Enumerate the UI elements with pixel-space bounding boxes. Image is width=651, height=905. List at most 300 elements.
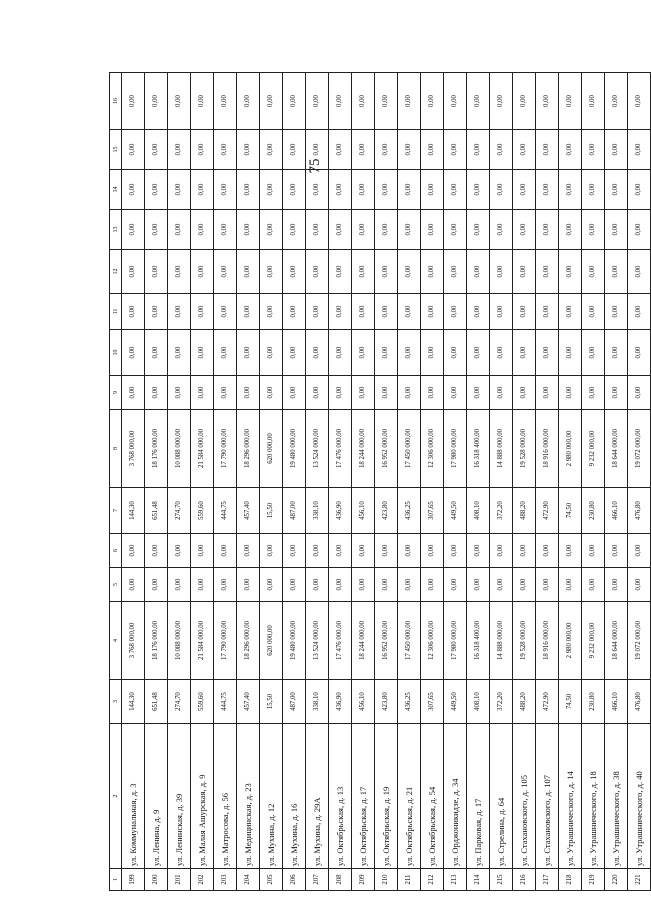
address-cell: ул. Мухина, д. 12: [260, 724, 283, 869]
value-cell: 0,00: [490, 330, 513, 376]
value-cell: 0,00: [329, 330, 352, 376]
value-cell: 19 072 000,00: [628, 602, 651, 680]
value-cell: 436,25: [398, 488, 421, 534]
value-cell: 18 916 000,00: [536, 410, 559, 488]
value-cell: 0,00: [421, 330, 444, 376]
value-cell: 449,50: [444, 488, 467, 534]
row-number-cell: 203: [214, 869, 237, 891]
column-header: 12: [110, 250, 122, 294]
value-cell: 0,00: [582, 73, 605, 130]
value-cell: 0,00: [398, 170, 421, 210]
value-cell: 0,00: [628, 330, 651, 376]
value-cell: 0,00: [283, 294, 306, 330]
value-cell: 0,00: [467, 568, 490, 602]
address-cell: ул. Малая Ашурская, д. 9: [191, 724, 214, 869]
value-cell: 0,00: [283, 130, 306, 170]
column-header: 8: [110, 410, 122, 488]
value-cell: 307,65: [421, 680, 444, 724]
value-cell: 0,00: [444, 170, 467, 210]
value-cell: 0,00: [329, 73, 352, 130]
value-cell: 487,00: [283, 488, 306, 534]
value-cell: 0,00: [398, 534, 421, 568]
column-header: 6: [110, 534, 122, 568]
value-cell: 0,00: [260, 130, 283, 170]
value-cell: 0,00: [191, 250, 214, 294]
value-cell: 0,00: [237, 376, 260, 410]
value-cell: 0,00: [352, 210, 375, 250]
value-cell: 0,00: [513, 73, 536, 130]
value-cell: 274,70: [168, 680, 191, 724]
value-cell: 0,00: [214, 73, 237, 130]
value-cell: 0,00: [191, 130, 214, 170]
value-cell: 0,00: [490, 250, 513, 294]
row-number-cell: 212: [421, 869, 444, 891]
address-cell: ул. Стахановского, д. 105: [513, 724, 536, 869]
value-cell: 0,00: [237, 250, 260, 294]
value-cell: 0,00: [168, 130, 191, 170]
address-cell: ул. Ленинская, д. 39: [168, 724, 191, 869]
value-cell: 0,00: [605, 568, 628, 602]
address-cell: ул. Октябрьская, д. 54: [421, 724, 444, 869]
value-cell: 0,00: [628, 376, 651, 410]
value-cell: 18 176 000,00: [145, 602, 168, 680]
row-number-cell: 213: [444, 869, 467, 891]
value-cell: 487,00: [283, 680, 306, 724]
table-row: [605, 73, 628, 891]
column-header: 4: [110, 602, 122, 680]
value-cell: 457,40: [237, 680, 260, 724]
value-cell: 0,00: [306, 73, 329, 130]
value-cell: 436,90: [329, 488, 352, 534]
address-cell: ул. Утрашнического, д. 38: [605, 724, 628, 869]
value-cell: 651,48: [145, 680, 168, 724]
value-cell: 0,00: [306, 568, 329, 602]
value-cell: 0,00: [122, 210, 145, 250]
address-cell: ул. Октябрьская, д. 17: [352, 724, 375, 869]
value-cell: 0,00: [260, 210, 283, 250]
table-row: [582, 73, 605, 891]
value-cell: 14 888 000,00: [490, 602, 513, 680]
value-cell: 456,10: [352, 488, 375, 534]
value-cell: 0,00: [306, 534, 329, 568]
column-header: 2: [110, 724, 122, 869]
value-cell: 2 980 000,00: [559, 410, 582, 488]
value-cell: 0,00: [237, 170, 260, 210]
value-cell: 0,00: [237, 130, 260, 170]
value-cell: 0,00: [536, 170, 559, 210]
value-cell: 0,00: [352, 130, 375, 170]
value-cell: 21 584 000,00: [191, 602, 214, 680]
value-cell: 0,00: [214, 250, 237, 294]
address-cell: ул. Ленина, д. 9: [145, 724, 168, 869]
value-cell: 0,00: [375, 568, 398, 602]
table-row: [283, 73, 306, 891]
value-cell: 144,30: [122, 680, 145, 724]
value-cell: 16 318 400,00: [467, 602, 490, 680]
value-cell: 0,00: [145, 73, 168, 130]
value-cell: 0,00: [490, 376, 513, 410]
value-cell: 0,00: [122, 568, 145, 602]
value-cell: 0,00: [352, 170, 375, 210]
value-cell: 3 768 000,00: [122, 410, 145, 488]
value-cell: 0,00: [191, 568, 214, 602]
value-cell: 0,00: [536, 73, 559, 130]
value-cell: 18 916 000,00: [536, 602, 559, 680]
value-cell: 0,00: [191, 210, 214, 250]
value-cell: 0,00: [559, 376, 582, 410]
value-cell: 0,00: [168, 376, 191, 410]
value-cell: 0,00: [513, 250, 536, 294]
value-cell: 10 088 000,00: [168, 410, 191, 488]
value-cell: 18 296 000,00: [237, 410, 260, 488]
value-cell: 466,10: [605, 680, 628, 724]
table-row: [122, 73, 145, 891]
value-cell: 0,00: [237, 294, 260, 330]
value-cell: 0,00: [168, 294, 191, 330]
value-cell: 0,00: [628, 294, 651, 330]
value-cell: 0,00: [398, 130, 421, 170]
value-cell: 456,10: [352, 680, 375, 724]
value-cell: 0,00: [582, 568, 605, 602]
value-cell: 0,00: [490, 130, 513, 170]
value-cell: 0,00: [398, 568, 421, 602]
address-cell: ул. Октябрьская, д. 13: [329, 724, 352, 869]
data-table: [109, 72, 651, 891]
value-cell: 0,00: [605, 534, 628, 568]
value-cell: 19 480 000,00: [283, 410, 306, 488]
value-cell: 0,00: [306, 294, 329, 330]
column-header: 15: [110, 130, 122, 170]
value-cell: 0,00: [513, 376, 536, 410]
value-cell: 0,00: [490, 210, 513, 250]
value-cell: 0,00: [122, 130, 145, 170]
column-header: 1: [110, 869, 122, 891]
value-cell: 0,00: [306, 170, 329, 210]
value-cell: 0,00: [628, 73, 651, 130]
value-cell: 457,40: [237, 488, 260, 534]
value-cell: 9 232 000,00: [582, 602, 605, 680]
value-cell: 16 952 000,00: [375, 410, 398, 488]
value-cell: 0,00: [582, 210, 605, 250]
address-cell: ул. Октябрьская, д. 19: [375, 724, 398, 869]
value-cell: 0,00: [237, 330, 260, 376]
value-cell: 620 000,00: [260, 410, 283, 488]
value-cell: 0,00: [605, 73, 628, 130]
value-cell: 620 000,00: [260, 602, 283, 680]
value-cell: 0,00: [490, 294, 513, 330]
value-cell: 0,00: [628, 250, 651, 294]
value-cell: 0,00: [191, 534, 214, 568]
value-cell: 338,10: [306, 488, 329, 534]
value-cell: 18 176 000,00: [145, 410, 168, 488]
value-cell: 0,00: [628, 210, 651, 250]
value-cell: 17 980 000,00: [444, 410, 467, 488]
value-cell: 372,20: [490, 680, 513, 724]
table-row: [329, 73, 352, 891]
table-row: [513, 73, 536, 891]
value-cell: 476,80: [628, 488, 651, 534]
value-cell: 559,60: [191, 680, 214, 724]
value-cell: 144,30: [122, 488, 145, 534]
value-cell: 0,00: [444, 210, 467, 250]
value-cell: 0,00: [559, 568, 582, 602]
value-cell: 0,00: [513, 210, 536, 250]
value-cell: 0,00: [559, 534, 582, 568]
page-number: 75: [307, 158, 323, 174]
value-cell: 0,00: [122, 534, 145, 568]
value-cell: 0,00: [421, 568, 444, 602]
value-cell: 15,50: [260, 488, 283, 534]
row-number-cell: 215: [490, 869, 513, 891]
value-cell: 12 306 000,00: [421, 410, 444, 488]
value-cell: 0,00: [260, 73, 283, 130]
column-header: 16: [110, 73, 122, 130]
table-row: [467, 73, 490, 891]
value-cell: 0,00: [536, 294, 559, 330]
value-cell: 0,00: [168, 568, 191, 602]
value-cell: 17 476 000,00: [329, 410, 352, 488]
value-cell: 0,00: [352, 376, 375, 410]
value-cell: 0,00: [398, 294, 421, 330]
value-cell: 0,00: [582, 376, 605, 410]
value-cell: 0,00: [444, 250, 467, 294]
value-cell: 0,00: [467, 73, 490, 130]
value-cell: 0,00: [536, 210, 559, 250]
value-cell: 408,10: [467, 680, 490, 724]
row-number-cell: 205: [260, 869, 283, 891]
value-cell: 0,00: [214, 294, 237, 330]
value-cell: 15,50: [260, 680, 283, 724]
value-cell: 2 980 000,00: [559, 602, 582, 680]
table-row: [306, 73, 329, 891]
value-cell: 651,48: [145, 488, 168, 534]
value-cell: 0,00: [513, 568, 536, 602]
value-cell: 0,00: [283, 73, 306, 130]
value-cell: 0,00: [421, 170, 444, 210]
row-number-cell: 199: [122, 869, 145, 891]
value-cell: 0,00: [398, 250, 421, 294]
header-row: [110, 73, 122, 891]
value-cell: 0,00: [306, 376, 329, 410]
value-cell: 0,00: [329, 210, 352, 250]
value-cell: 0,00: [559, 330, 582, 376]
value-cell: 0,00: [513, 330, 536, 376]
row-number-cell: 208: [329, 869, 352, 891]
row-number-cell: 202: [191, 869, 214, 891]
address-cell: ул. Стрелина, д. 64: [490, 724, 513, 869]
value-cell: 0,00: [605, 250, 628, 294]
value-cell: 0,00: [467, 250, 490, 294]
value-cell: 0,00: [214, 376, 237, 410]
address-cell: ул. Утрашнического, д. 14: [559, 724, 582, 869]
value-cell: 0,00: [329, 130, 352, 170]
column-header: 10: [110, 330, 122, 376]
value-cell: 0,00: [122, 170, 145, 210]
value-cell: 18 244 000,00: [352, 602, 375, 680]
value-cell: 0,00: [168, 210, 191, 250]
value-cell: 0,00: [582, 330, 605, 376]
value-cell: 0,00: [467, 294, 490, 330]
value-cell: 436,90: [329, 680, 352, 724]
value-cell: 0,00: [628, 170, 651, 210]
column-header: 5: [110, 568, 122, 602]
value-cell: 0,00: [191, 330, 214, 376]
table-row: [628, 73, 651, 891]
value-cell: 0,00: [375, 294, 398, 330]
value-cell: 0,00: [283, 534, 306, 568]
value-cell: 0,00: [421, 210, 444, 250]
value-cell: 0,00: [398, 73, 421, 130]
value-cell: 0,00: [352, 250, 375, 294]
table-row: [214, 73, 237, 891]
value-cell: 0,00: [306, 130, 329, 170]
value-cell: 0,00: [375, 534, 398, 568]
value-cell: 274,70: [168, 488, 191, 534]
value-cell: 0,00: [214, 130, 237, 170]
value-cell: 0,00: [375, 210, 398, 250]
value-cell: 0,00: [582, 294, 605, 330]
table-row: [375, 73, 398, 891]
value-cell: 0,00: [559, 130, 582, 170]
value-cell: 0,00: [145, 294, 168, 330]
value-cell: 13 524 000,00: [306, 410, 329, 488]
value-cell: 13 524 000,00: [306, 602, 329, 680]
value-cell: 0,00: [490, 534, 513, 568]
value-cell: 0,00: [582, 130, 605, 170]
value-cell: 0,00: [582, 534, 605, 568]
address-cell: ул. Мухина, д. 29А: [306, 724, 329, 869]
value-cell: 0,00: [168, 330, 191, 376]
value-cell: 0,00: [582, 170, 605, 210]
value-cell: 0,00: [513, 534, 536, 568]
value-cell: 0,00: [260, 170, 283, 210]
table-row: [260, 73, 283, 891]
value-cell: 559,60: [191, 488, 214, 534]
value-cell: 18 644 000,00: [605, 410, 628, 488]
address-cell: ул. Утрашнического, д. 18: [582, 724, 605, 869]
value-cell: 0,00: [375, 170, 398, 210]
row-number-cell: 206: [283, 869, 306, 891]
value-cell: 0,00: [467, 376, 490, 410]
value-cell: 0,00: [260, 534, 283, 568]
value-cell: 0,00: [421, 73, 444, 130]
value-cell: 9 232 000,00: [582, 410, 605, 488]
value-cell: 0,00: [444, 130, 467, 170]
value-cell: 0,00: [421, 294, 444, 330]
row-number-cell: 220: [605, 869, 628, 891]
value-cell: 0,00: [352, 330, 375, 376]
column-header: 14: [110, 170, 122, 210]
value-cell: 0,00: [214, 534, 237, 568]
value-cell: 423,80: [375, 680, 398, 724]
value-cell: 0,00: [168, 170, 191, 210]
value-cell: 17 980 000,00: [444, 602, 467, 680]
value-cell: 0,00: [605, 130, 628, 170]
value-cell: 0,00: [283, 210, 306, 250]
address-cell: ул. Коммунальная, д. 3: [122, 724, 145, 869]
value-cell: 0,00: [260, 376, 283, 410]
value-cell: 0,00: [513, 130, 536, 170]
value-cell: 0,00: [283, 170, 306, 210]
value-cell: 0,00: [536, 534, 559, 568]
value-cell: 0,00: [283, 250, 306, 294]
value-cell: 0,00: [145, 534, 168, 568]
value-cell: 0,00: [559, 250, 582, 294]
value-cell: 0,00: [536, 376, 559, 410]
row-number-cell: 217: [536, 869, 559, 891]
value-cell: 0,00: [444, 73, 467, 130]
value-cell: 0,00: [559, 210, 582, 250]
value-cell: 0,00: [352, 534, 375, 568]
value-cell: 0,00: [444, 294, 467, 330]
value-cell: 0,00: [260, 250, 283, 294]
value-cell: 0,00: [605, 330, 628, 376]
row-number-cell: 219: [582, 869, 605, 891]
value-cell: 0,00: [536, 568, 559, 602]
value-cell: 0,00: [145, 210, 168, 250]
table-body: [110, 73, 651, 891]
address-cell: ул. Стахановского, д. 107: [536, 724, 559, 869]
value-cell: 0,00: [329, 170, 352, 210]
value-cell: 0,00: [145, 170, 168, 210]
value-cell: 0,00: [283, 330, 306, 376]
value-cell: 423,80: [375, 488, 398, 534]
address-cell: ул. Матросова, д. 56: [214, 724, 237, 869]
table-row: [444, 73, 467, 891]
value-cell: 0,00: [421, 250, 444, 294]
value-cell: 0,00: [214, 210, 237, 250]
table-row: [536, 73, 559, 891]
value-cell: 436,25: [398, 680, 421, 724]
value-cell: 0,00: [329, 250, 352, 294]
value-cell: 0,00: [467, 130, 490, 170]
value-cell: 0,00: [536, 330, 559, 376]
value-cell: 472,90: [536, 488, 559, 534]
value-cell: 0,00: [444, 534, 467, 568]
value-cell: 0,00: [559, 170, 582, 210]
value-cell: 0,00: [145, 376, 168, 410]
value-cell: 476,80: [628, 680, 651, 724]
value-cell: 16 318 400,00: [467, 410, 490, 488]
value-cell: 307,65: [421, 488, 444, 534]
value-cell: 0,00: [329, 294, 352, 330]
value-cell: 0,00: [122, 376, 145, 410]
value-cell: 18 244 000,00: [352, 410, 375, 488]
value-cell: 0,00: [605, 376, 628, 410]
value-cell: 0,00: [168, 534, 191, 568]
value-cell: 0,00: [375, 130, 398, 170]
value-cell: 444,75: [214, 488, 237, 534]
value-cell: 18 296 000,00: [237, 602, 260, 680]
column-header: 9: [110, 376, 122, 410]
value-cell: 0,00: [559, 294, 582, 330]
value-cell: 0,00: [582, 250, 605, 294]
value-cell: 0,00: [375, 73, 398, 130]
value-cell: 0,00: [283, 568, 306, 602]
value-cell: 0,00: [122, 294, 145, 330]
table-row: [421, 73, 444, 891]
value-cell: 0,00: [214, 568, 237, 602]
value-cell: 0,00: [375, 250, 398, 294]
table-row: [145, 73, 168, 891]
value-cell: 17 450 000,00: [398, 410, 421, 488]
value-cell: 0,00: [513, 170, 536, 210]
value-cell: 0,00: [605, 294, 628, 330]
row-number-cell: 218: [559, 869, 582, 891]
value-cell: 0,00: [421, 130, 444, 170]
value-cell: 0,00: [352, 294, 375, 330]
value-cell: 0,00: [168, 250, 191, 294]
